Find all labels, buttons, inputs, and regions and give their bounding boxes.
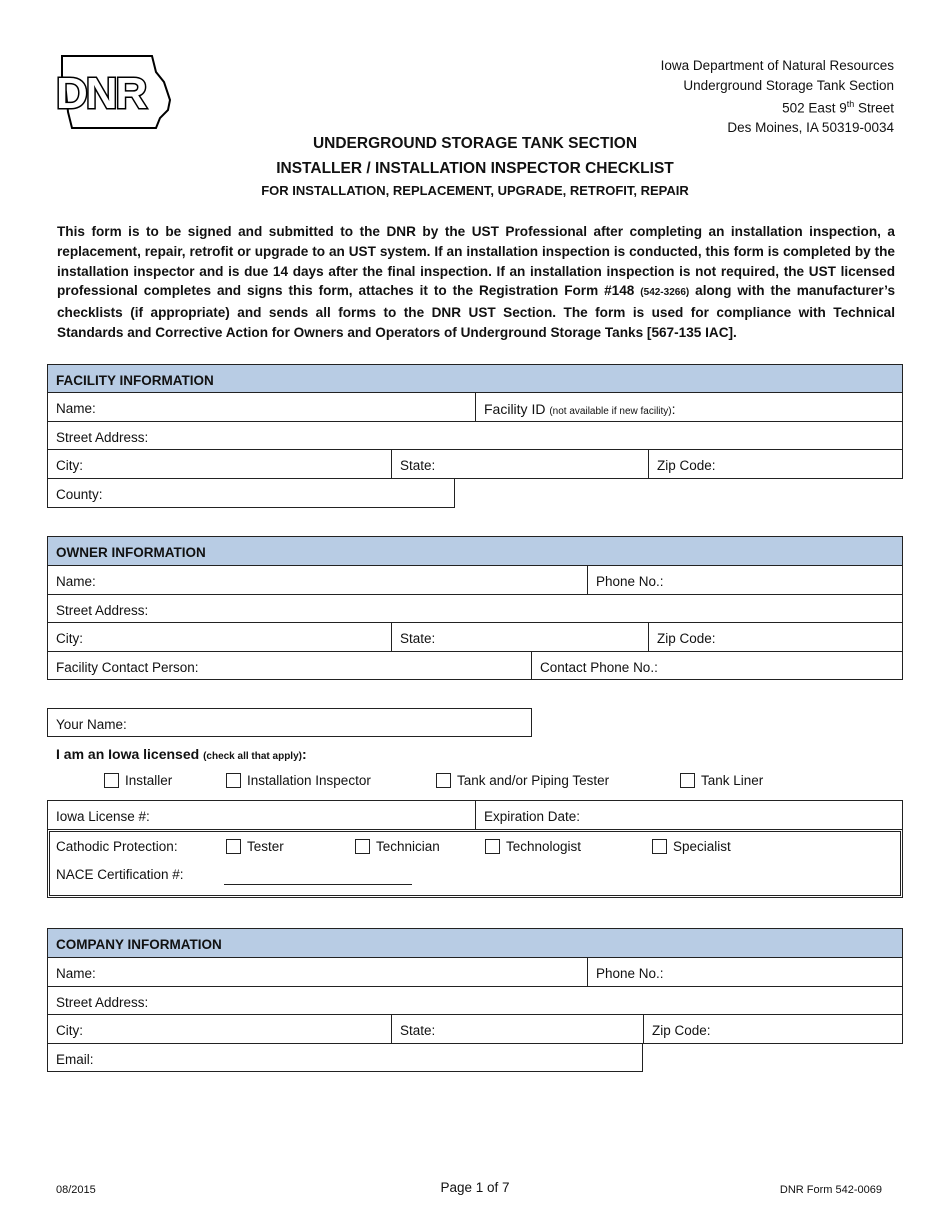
label: Expiration Date: (484, 809, 581, 824)
checkbox-tank-liner[interactable] (680, 773, 763, 788)
owner-city-field[interactable] (47, 622, 392, 652)
checkbox-icon[interactable] (485, 839, 500, 854)
intro-text-2: along with the manufacturer’s checklists (if appropriate) and sends all forms to the DNR UST Section. The form is used for compliance with Technical Standards and Corrective Action for Owners and Operators of Underground Storage Tanks [567-135 IAC]. (57, 283, 895, 340)
label: County: (56, 487, 103, 502)
street-address (661, 95, 894, 118)
label: Name: (56, 574, 96, 589)
street-suffix: Street (854, 100, 894, 116)
label: Street Address: (56, 995, 149, 1010)
label: Zip Code: (657, 458, 716, 473)
licensed-heading (56, 746, 307, 762)
checkbox-tank-piping-tester[interactable] (436, 773, 609, 788)
title-line-2: INSTALLER / INSTALLATION INSPECTOR CHECKLIST (276, 160, 674, 177)
form-number: DNR Form 542-0069 (779, 1184, 882, 1196)
label: Installation Inspector (247, 773, 371, 788)
your-name-field[interactable] (47, 708, 532, 737)
company-phone-field[interactable] (587, 957, 903, 987)
svg-text:DNR: DNR (56, 69, 146, 118)
label: City: (56, 1023, 83, 1038)
checkbox-icon[interactable] (652, 839, 667, 854)
owner-name-field[interactable] (47, 565, 588, 595)
checkbox-icon[interactable] (680, 773, 695, 788)
label: Iowa License #: (56, 809, 150, 824)
label: State: (400, 631, 436, 646)
label: I am an Iowa licensed (56, 746, 204, 762)
owner-zip-field[interactable] (648, 622, 903, 652)
checkbox-cp-technologist[interactable] (485, 839, 581, 854)
section-name: Underground Storage Tank Section (683, 77, 894, 93)
intro-form-number: (542-3266) (640, 287, 690, 299)
label-note: (check all that apply) (203, 751, 302, 762)
label: City: (56, 458, 83, 473)
nace-label: NACE Certification #: (56, 867, 184, 882)
facility-state-field[interactable] (391, 449, 649, 479)
owner-header: OWNER INFORMATION (47, 536, 903, 566)
checkbox-installer[interactable] (104, 773, 172, 788)
label: Email: (56, 1052, 94, 1067)
label: Tank and/or Piping Tester (457, 773, 610, 788)
checkbox-icon[interactable] (226, 773, 241, 788)
label: Installer (125, 773, 173, 788)
intro-text-1: This form is to be signed and submitted to the DNR by the UST Professional after completing an installation inspection, a replacement, repair, retrofit or upgrade to an UST system. If an installation inspection is conducted, this form is completed by the installation inspector and is due 14 days after the final inspection. If an installation inspection is not required, the UST licensed professional completes and signs this form, attaches it to the Registration Form #148 (57, 224, 895, 299)
label: Name: (56, 966, 96, 981)
dnr-logo (52, 52, 174, 132)
form-date: 08/2015 (56, 1184, 96, 1196)
expiration-date-field[interactable] (475, 800, 903, 830)
title-line-1: UNDERGROUND STORAGE TANK SECTION (312, 135, 638, 152)
intro-paragraph (57, 222, 895, 343)
company-email-field[interactable] (47, 1043, 643, 1072)
facility-header: FACILITY INFORMATION (47, 364, 903, 393)
facility-city-field[interactable] (47, 449, 392, 479)
facility-zip-field[interactable] (648, 449, 903, 479)
contact-person-field[interactable] (47, 651, 532, 680)
label: Technician (376, 839, 440, 854)
label: Zip Code: (657, 631, 716, 646)
ordinal-sup: th (846, 99, 855, 109)
license-number-field[interactable] (47, 800, 476, 830)
title-line-3: FOR INSTALLATION, REPLACEMENT, UPGRADE, RETROFIT, REPAIR (261, 183, 689, 198)
checkbox-cp-tester[interactable] (226, 839, 284, 854)
label-colon: : (671, 401, 676, 417)
checkbox-icon[interactable] (355, 839, 370, 854)
label: Name: (56, 401, 96, 416)
label: City: (56, 631, 83, 646)
facility-street-field[interactable] (47, 421, 903, 450)
company-street-field[interactable] (47, 986, 903, 1015)
cathodic-protection-label: Cathodic Protection: (56, 839, 178, 854)
company-name-field[interactable] (47, 957, 588, 987)
checkbox-installation-inspector[interactable] (226, 773, 371, 788)
label: Zip Code: (652, 1023, 711, 1038)
label: Street Address: (56, 603, 149, 618)
owner-street-field[interactable] (47, 594, 903, 623)
facility-id-field[interactable] (475, 392, 903, 422)
label: Street Address: (56, 430, 149, 445)
label: Your Name: (56, 717, 127, 732)
agency-address (661, 56, 894, 138)
label: Facility ID (484, 401, 550, 417)
checkbox-cp-specialist[interactable] (652, 839, 731, 854)
label: Contact Phone No.: (540, 660, 658, 675)
facility-county-field[interactable] (47, 478, 455, 508)
company-header: COMPANY INFORMATION (47, 928, 903, 958)
label: State: (400, 458, 436, 473)
label: Technologist (506, 839, 582, 854)
label: State: (400, 1023, 436, 1038)
facility-name-field[interactable] (47, 392, 476, 422)
contact-phone-field[interactable] (531, 651, 903, 680)
checkbox-icon[interactable] (436, 773, 451, 788)
nace-certification-input[interactable] (224, 884, 412, 885)
company-city-field[interactable] (47, 1014, 392, 1044)
label: Facility Contact Person: (56, 660, 199, 675)
label: Tank Liner (701, 773, 764, 788)
checkbox-cp-technician[interactable] (355, 839, 440, 854)
owner-state-field[interactable] (391, 622, 649, 652)
company-state-field[interactable] (391, 1014, 644, 1044)
checkbox-icon[interactable] (226, 839, 241, 854)
label: Phone No.: (596, 574, 664, 589)
label: Tester (247, 839, 284, 854)
page-number: Page 1 of 7 (440, 1180, 510, 1195)
street-text: 502 East 9 (782, 100, 847, 116)
label: Phone No.: (596, 966, 664, 981)
owner-phone-field[interactable] (587, 565, 903, 595)
agency-name: Iowa Department of Natural Resources (660, 58, 894, 73)
label: Specialist (673, 839, 731, 854)
checkbox-icon[interactable] (104, 773, 119, 788)
label-colon: : (301, 746, 307, 762)
city-zip: Des Moines, IA 50319-0034 (727, 120, 894, 135)
label-note: (not available if new facility) (549, 406, 672, 417)
company-zip-field[interactable] (643, 1014, 903, 1044)
